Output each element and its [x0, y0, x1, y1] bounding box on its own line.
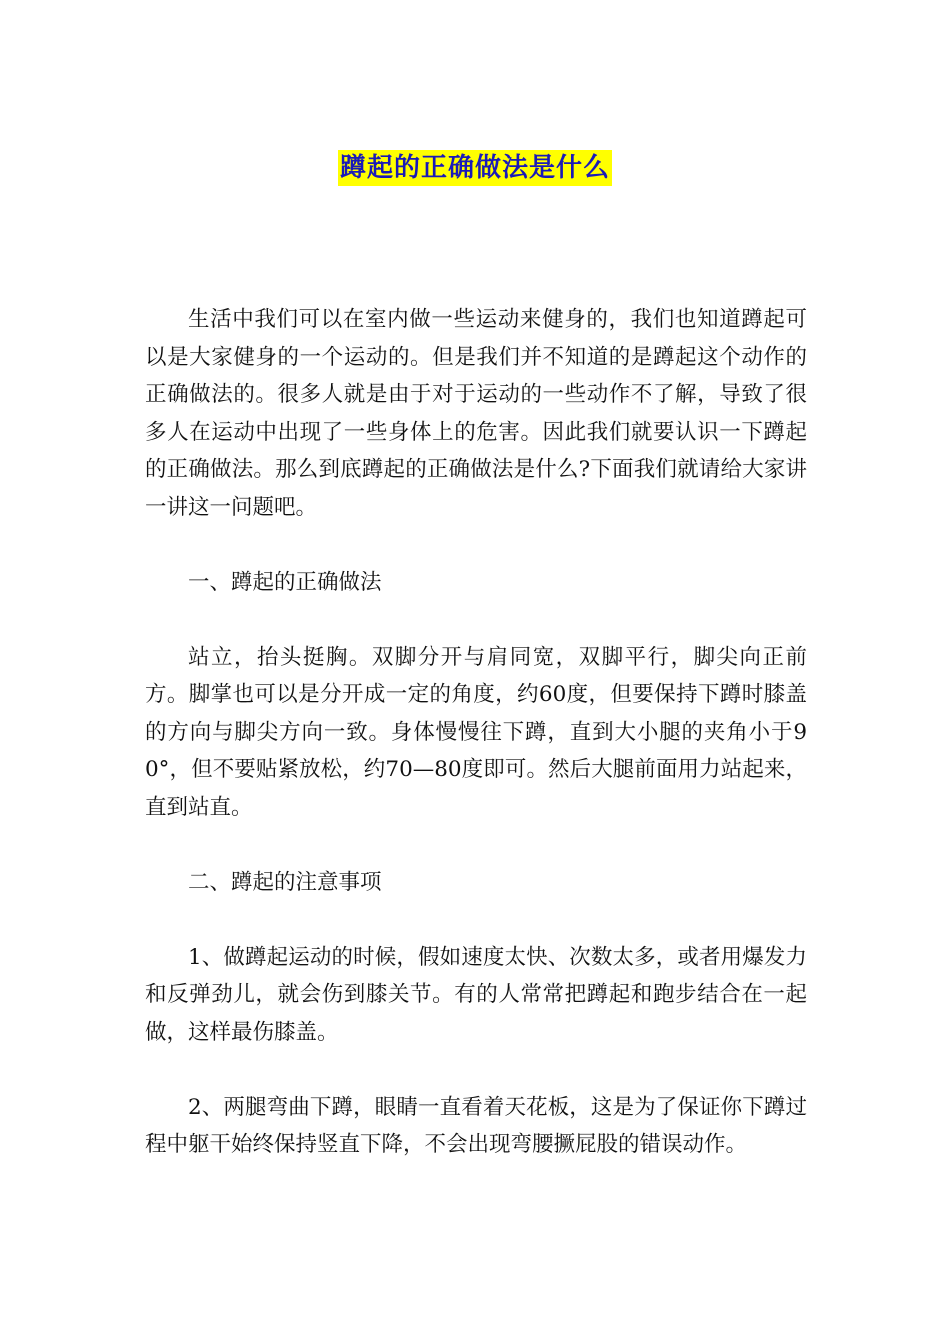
- paragraph-gap: [145, 601, 807, 639]
- section2-heading: 二、蹲起的注意事项: [188, 869, 382, 895]
- paragraph-gap: [145, 901, 807, 939]
- section1-paragraph: 站立，抬头挺胸。双脚分开与肩同宽，双脚平行，脚尖向正前方。脚掌也可以是分开成一定的角度，约60度，但要保持下蹲时膝盖的方向与脚尖方向一致。身体慢慢往下蹲，直到大小腿的夹角小于90°，但不要贴紧放松，约70—80度即可。然后大腿前面用力站起来，直到站直。: [145, 644, 807, 820]
- section2-item-2: 2、两腿弯曲下蹲，眼睛一直看着天花板，这是为了保证你下蹲过程中躯干始终保持竖直下降，不会出现弯腰撅屁股的错误动作。: [145, 1094, 807, 1157]
- document-title: 蹲起的正确做法是什么: [338, 150, 612, 186]
- title-container: [0, 150, 950, 186]
- paragraph-gap: [145, 1051, 807, 1089]
- section1-heading: 一、蹲起的正确做法: [188, 569, 382, 595]
- document-body: [145, 301, 807, 1164]
- intro-paragraph: 生活中我们可以在室内做一些运动来健身的，我们也知道蹲起可以是大家健身的一个运动的。但是我们并不知道的是蹲起这个动作的正确做法的。很多人就是由于对于运动的一些动作不了解，导致了很多人在运动中出现了一些身体上的危害。因此我们就要认识一下蹲起的正确做法。那么到底蹲起的正确做法是什么?下面我们就请给大家讲一讲这一问题吧。: [145, 307, 807, 520]
- paragraph-gap: [145, 526, 807, 564]
- section2-item-1: 1、做蹲起运动的时候，假如速度太快、次数太多，或者用爆发力和反弹劲儿，就会伤到膝关节。有的人常常把蹲起和跑步结合在一起做，这样最伤膝盖。: [145, 944, 807, 1045]
- paragraph-gap: [145, 826, 807, 864]
